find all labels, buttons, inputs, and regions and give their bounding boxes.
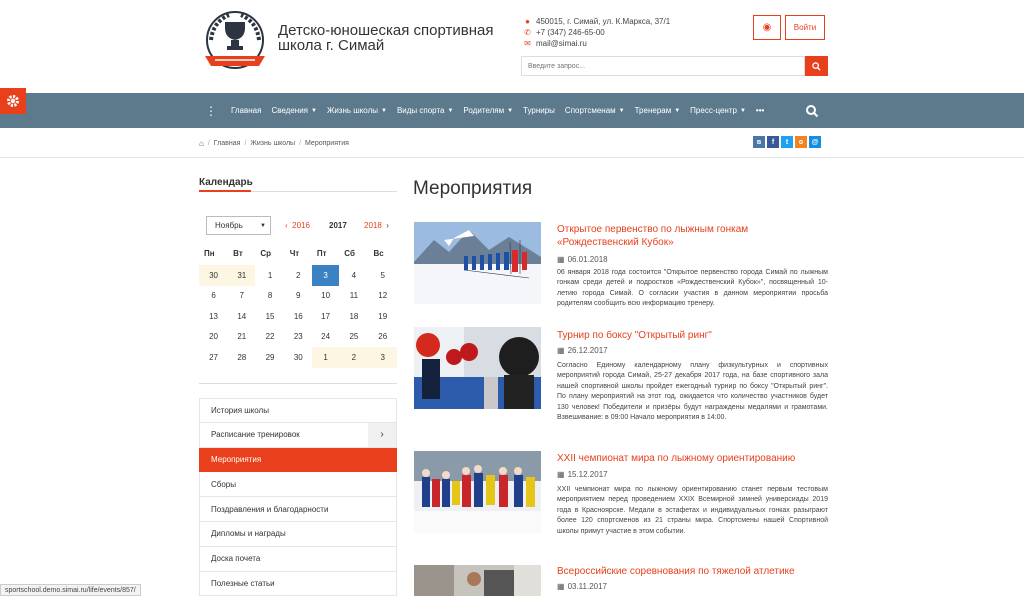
site-title[interactable]: Детско-юношеская спортивная школа г. Симай: [278, 22, 494, 54]
calendar-day[interactable]: 2: [339, 347, 368, 368]
event-image-orienteering[interactable]: [414, 451, 541, 533]
chevron-down-icon: ▼: [380, 107, 387, 114]
weekday-header: Чт: [289, 248, 300, 258]
calendar-day[interactable]: 6: [211, 291, 216, 301]
side-menu-label: Мероприятия: [211, 454, 262, 464]
calendar-week: [199, 286, 397, 307]
side-menu-item-1[interactable]: [199, 423, 397, 448]
home-icon[interactable]: ⌂: [199, 139, 204, 148]
calendar-day[interactable]: 11: [349, 291, 359, 301]
odnoklassniki-icon[interactable]: o: [795, 136, 807, 148]
search-button[interactable]: [805, 56, 828, 76]
side-menu-item-4[interactable]: [199, 497, 397, 522]
calendar-day[interactable]: 8: [267, 291, 273, 301]
calendar-day[interactable]: 4: [351, 270, 357, 280]
side-menu: [199, 398, 397, 596]
chevron-down-icon: ▼: [507, 107, 514, 114]
weekday-header: Пт: [316, 248, 327, 258]
chevron-left-icon: ‹: [285, 221, 288, 230]
login-button[interactable]: Войти: [785, 15, 825, 40]
chevron-down-icon: ▼: [739, 107, 746, 114]
breadcrumb-home[interactable]: Главная: [213, 140, 241, 147]
side-menu-label: Расписание тренировок: [211, 430, 300, 440]
calendar-week: [199, 265, 397, 286]
chevron-right-icon[interactable]: ›: [368, 423, 396, 447]
calendar-day[interactable]: 12: [378, 291, 388, 301]
calendar-title: Календарь: [199, 177, 253, 188]
breadcrumb-current: Мероприятия: [305, 140, 349, 147]
weekday-header: Сб: [344, 248, 355, 258]
calendar-icon: ▦: [557, 255, 565, 264]
calendar-day[interactable]: 16: [293, 311, 303, 321]
nav-item-label: Турниры: [523, 106, 555, 115]
nav-item-6[interactable]: [565, 106, 625, 115]
event-text: 06 января 2018 года состоится "Открытое первенство города Симай по лыжным гонкам среди детей и подростков «Рождественский Кубок»", посвященный 10- летию города Симай. О согласии участия в данном мероприятии просьба родителям сообщить всю информацию тренеру.: [557, 269, 828, 308]
nav-item-3[interactable]: [397, 106, 453, 115]
event-date-value: 06.01.2018: [567, 255, 608, 264]
nav-search-icon[interactable]: [805, 104, 819, 118]
calendar-day[interactable]: 2: [296, 270, 301, 280]
eye-icon: ◉: [762, 22, 772, 33]
calendar-day[interactable]: 10: [321, 291, 331, 301]
current-year: 2017: [329, 221, 347, 230]
mymail-icon[interactable]: @: [809, 136, 821, 148]
breadcrumb: ⌂ / Главная / Жизнь школы / Мероприятия: [199, 139, 349, 148]
calendar-day[interactable]: 24: [321, 332, 331, 342]
phone-icon: ✆: [524, 28, 531, 37]
calendar-day[interactable]: 1: [267, 270, 273, 280]
next-year: 2018: [364, 221, 382, 230]
nav-item-0[interactable]: [231, 106, 261, 115]
event-date-value: 26.12.2017: [567, 346, 608, 355]
nav-more-button[interactable]: •••: [755, 106, 765, 115]
facebook-icon[interactable]: f: [767, 136, 779, 148]
event-image-boxing[interactable]: [414, 327, 541, 409]
chevron-down-icon: ▼: [447, 107, 454, 114]
event-title[interactable]: Открытое первенство по лыжным гонкам «Рождественский Кубок»: [557, 224, 749, 248]
calendar-day[interactable]: 15: [265, 311, 275, 321]
calendar-icon: ▦: [557, 582, 565, 591]
event-image-weightlifting[interactable]: [414, 565, 541, 596]
side-menu-label: История школы: [211, 405, 269, 415]
calendar-day[interactable]: 26: [378, 332, 388, 342]
mail-icon: ✉: [524, 39, 531, 48]
page-title: Мероприятия: [413, 178, 533, 199]
side-menu-label: Сборы: [211, 479, 237, 489]
nav-item-label: Тренерам: [634, 106, 672, 115]
map-pin-icon: ●: [525, 17, 530, 26]
calendar-week: [199, 306, 397, 327]
nav-item-7[interactable]: [635, 106, 681, 115]
calendar-day[interactable]: 29: [265, 352, 275, 362]
calendar-day[interactable]: 20: [209, 332, 219, 342]
nav-item-label: Пресс-центр: [690, 106, 737, 115]
nav-item-label: Жизнь школы: [326, 106, 378, 115]
accessibility-button[interactable]: [753, 15, 781, 40]
event-date: [557, 582, 607, 591]
calendar-day[interactable]: 28: [237, 352, 247, 362]
calendar-day[interactable]: 5: [380, 270, 385, 280]
side-menu-label: Дипломы и награды: [211, 529, 286, 539]
main-nav: [0, 93, 1024, 128]
calendar-day[interactable]: 22: [265, 332, 275, 342]
email[interactable]: mail@simai.ru: [536, 39, 587, 48]
calendar-grid: [199, 241, 397, 368]
weekday-header: Ср: [260, 248, 272, 258]
calendar-day[interactable]: 30: [293, 352, 303, 362]
chevron-down-icon: ▼: [260, 222, 266, 229]
nav-item-8[interactable]: [690, 106, 746, 115]
twitter-icon[interactable]: t: [781, 136, 793, 148]
calendar-day[interactable]: 18: [349, 311, 359, 321]
weekday-header: Пн: [204, 248, 215, 258]
month-select[interactable]: [206, 216, 271, 235]
weekday-header: Вт: [233, 248, 243, 258]
event-image-ski[interactable]: [414, 222, 541, 304]
address: 450015, г. Симай, ул. К.Маркса, 37/1: [536, 17, 671, 26]
event-date-value: 03.11.2017: [567, 582, 608, 591]
side-menu-label: Полезные статьи: [211, 578, 275, 588]
event-title[interactable]: Всероссийские соревнования по тяжелой атлетике: [557, 566, 795, 577]
calendar-day[interactable]: 9: [296, 291, 301, 301]
calendar-day[interactable]: 21: [237, 332, 247, 342]
event-date: [557, 346, 608, 355]
calendar-icon: ▦: [557, 470, 565, 479]
side-menu-item-7[interactable]: [199, 572, 397, 596]
nav-item-label: Главная: [231, 106, 262, 115]
event-text: XXII чемпионат мира по лыжному ориентированию станет первым тестовым мероприятием перед проведением XXIX Всемирной зимней универсиады 2019 года в Красноярске. Медали в эстафетах и индивидуальных гонках разыграют более 120 спортсменов из 21 страны мира. Спортсмены нашей Спортивной школы примут участие в этом событии.: [557, 486, 828, 535]
gear-icon: [6, 94, 20, 108]
event-date: [557, 470, 608, 479]
search-input[interactable]: [521, 56, 805, 76]
prev-year: 2016: [292, 221, 310, 230]
nav-menu-toggle-icon[interactable]: ⋮: [205, 103, 217, 118]
calendar-day[interactable]: 7: [239, 291, 244, 301]
vk-icon[interactable]: в: [753, 136, 765, 148]
nav-item-5[interactable]: [523, 106, 555, 115]
next-year-button[interactable]: [364, 221, 389, 230]
calendar-week: [199, 327, 397, 348]
breadcrumb-life[interactable]: Жизнь школы: [250, 140, 296, 147]
side-menu-label: Доска почета: [211, 554, 261, 564]
calendar-day[interactable]: 19: [378, 311, 388, 321]
settings-button[interactable]: [0, 88, 26, 114]
nav-item-4[interactable]: [463, 106, 513, 115]
nav-item-label: Спортсменам: [564, 106, 616, 115]
nav-item-2[interactable]: [327, 106, 387, 115]
nav-item-1[interactable]: [271, 106, 317, 115]
nav-item-label: Сведения: [271, 106, 308, 115]
calendar-day[interactable]: 31: [228, 265, 255, 286]
event-title[interactable]: XXII чемпионат мира по лыжному ориентированию: [557, 453, 796, 464]
calendar-day[interactable]: 17: [321, 311, 331, 321]
calendar-icon: ▦: [557, 346, 565, 355]
chevron-down-icon: ▼: [311, 107, 317, 114]
event-date-value: 15.12.2017: [567, 470, 608, 479]
calendar-day[interactable]: 25: [349, 332, 359, 342]
school-logo[interactable]: [199, 10, 271, 74]
side-menu-item-5[interactable]: [199, 522, 397, 547]
event-text: Согласно Единому календарному плану физкультурных и спортивных мероприятий города Симай, 25-27 декабря 2017 года, на базе спортивного зала нашей спортивной школы пройдет ежегодный турнир по боксу "Открытый ринг". По плану мероприятий на этот год, ожидается что количество участников будет 130 человек! Победители и призёры будут награждены медалями и грамотами. Взвешивание: в 09:00 Начало мероприятия в 14:00.: [557, 362, 828, 422]
calendar-day[interactable]: 27: [209, 352, 219, 362]
nav-item-label: Родителям: [463, 106, 505, 115]
side-menu-item-3[interactable]: [199, 472, 397, 497]
prev-year-button[interactable]: [285, 221, 310, 230]
weekday-header: Вс: [373, 248, 384, 258]
nav-item-label: Виды спорта: [396, 106, 445, 115]
event-date: [557, 255, 608, 264]
calendar-day[interactable]: 23: [293, 332, 303, 342]
phone[interactable]: +7 (347) 246-65-00: [536, 28, 605, 37]
calendar-day-today[interactable]: 3: [312, 265, 339, 286]
contacts: [524, 16, 670, 49]
side-menu-item-6[interactable]: [199, 547, 397, 572]
calendar-day[interactable]: 30: [199, 265, 228, 286]
header-divider: [0, 157, 1024, 158]
calendar-separator: [199, 383, 397, 384]
side-menu-item-0[interactable]: [199, 398, 397, 423]
chevron-right-icon: ›: [386, 221, 389, 230]
search-icon: [812, 62, 821, 71]
chevron-down-icon: ▼: [674, 107, 681, 114]
status-bar-url: sportschool.demo.simai.ru/life/events/857/: [0, 584, 141, 596]
calendar-day[interactable]: 13: [209, 311, 219, 321]
event-title[interactable]: Турнир по боксу "Открытый ринг": [557, 330, 712, 341]
month-value: Ноябрь: [215, 221, 243, 230]
calendar-day[interactable]: 14: [237, 311, 247, 321]
calendar-day[interactable]: 1: [312, 347, 339, 368]
chevron-down-icon: ▼: [618, 107, 625, 114]
calendar-title-accent: [199, 190, 251, 192]
calendar-day[interactable]: 3: [369, 347, 398, 368]
side-menu-label: Поздравления и благодарности: [211, 504, 329, 514]
share-buttons: [753, 136, 821, 148]
calendar-week: [199, 347, 397, 368]
side-menu-item-2[interactable]: [199, 448, 397, 473]
